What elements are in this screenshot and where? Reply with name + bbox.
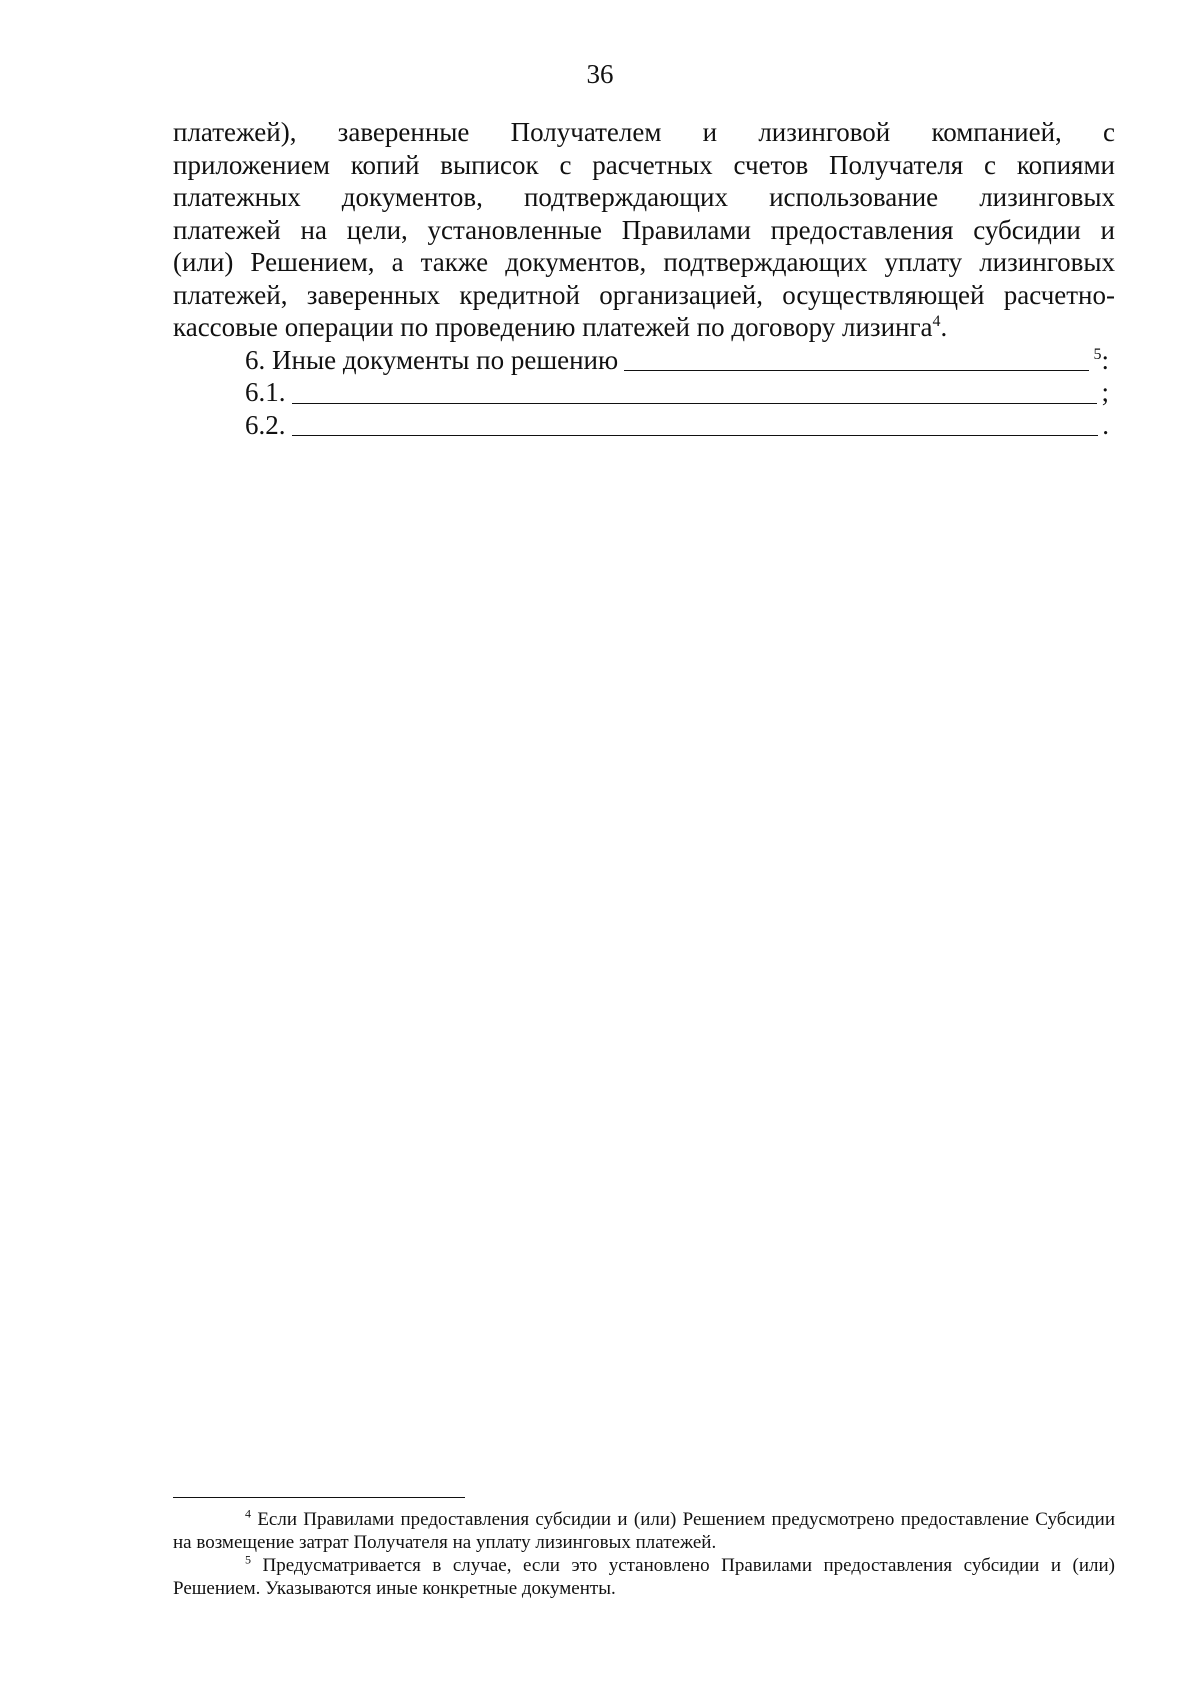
footnote-4-mark: 4 bbox=[245, 1506, 251, 1521]
text-line: платежей на цели, установленные Правилами предоставления субсидии и bbox=[173, 214, 1115, 245]
footnote-4 bbox=[173, 1508, 1115, 1554]
text-line: платежей, заверенных кредитной организацией, осуществляющей расчетно- bbox=[173, 279, 1115, 310]
footnotes bbox=[173, 1508, 1115, 1600]
item-6-2-tail: . bbox=[1102, 409, 1109, 440]
main-text bbox=[173, 116, 1115, 441]
item-6-colon: : bbox=[1101, 344, 1109, 375]
item-6-label: 6. Иные документы по решению bbox=[245, 344, 619, 375]
item-6-blank-line bbox=[624, 348, 1089, 371]
item-6-1-row bbox=[173, 376, 1115, 409]
footnote-ref-5: 5 bbox=[1093, 345, 1102, 363]
item-6-2-row bbox=[173, 409, 1115, 442]
text-line: платежных документов, подтверждающих использование лизинговых bbox=[173, 182, 1115, 212]
item-6-row bbox=[173, 344, 1115, 377]
item-6-1-label: 6.1. bbox=[245, 377, 286, 407]
continuation-paragraph bbox=[173, 116, 1115, 344]
text-line: приложением копий выписок с расчетных счетов Получателя с копиями bbox=[173, 149, 1115, 180]
footnote-5 bbox=[173, 1554, 1115, 1600]
text-line: (или) Решением, а также документов, подтверждающих уплату лизинговых bbox=[173, 247, 1115, 277]
sentence-end: . bbox=[940, 312, 948, 342]
footnote-5-text: Предусматривается в случае, если это установлено Правилами предоставления субсидии и (или) Решением. Указываются иные конкретные документы. bbox=[173, 1555, 1116, 1599]
text-line: платежей), заверенные Получателем и лизинговой компанией, с bbox=[173, 117, 1115, 147]
footnote-4-text: Если Правилами предоставления субсидии и (или) Решением предусмотрено предоставление Субсидии на возмещение затрат Получателя на уплату лизинговых платежей. bbox=[173, 1509, 1116, 1553]
item-6-1-blank-line bbox=[292, 381, 1098, 404]
page-number: 36 bbox=[586, 59, 614, 89]
footnote-5-mark: 5 bbox=[245, 1552, 251, 1567]
text-line-last bbox=[173, 311, 1115, 344]
item-6-1-tail: ; bbox=[1101, 377, 1109, 407]
item-6-tail bbox=[1093, 344, 1115, 377]
footnote-ref-4: 4 bbox=[932, 313, 941, 330]
item-6-2-label: 6.2. bbox=[245, 409, 286, 440]
item-6-2-blank-line bbox=[292, 413, 1099, 436]
footnote-separator bbox=[173, 1497, 465, 1498]
text-line-last-content: кассовые операции по проведению платежей по договору лизинга bbox=[173, 312, 933, 342]
